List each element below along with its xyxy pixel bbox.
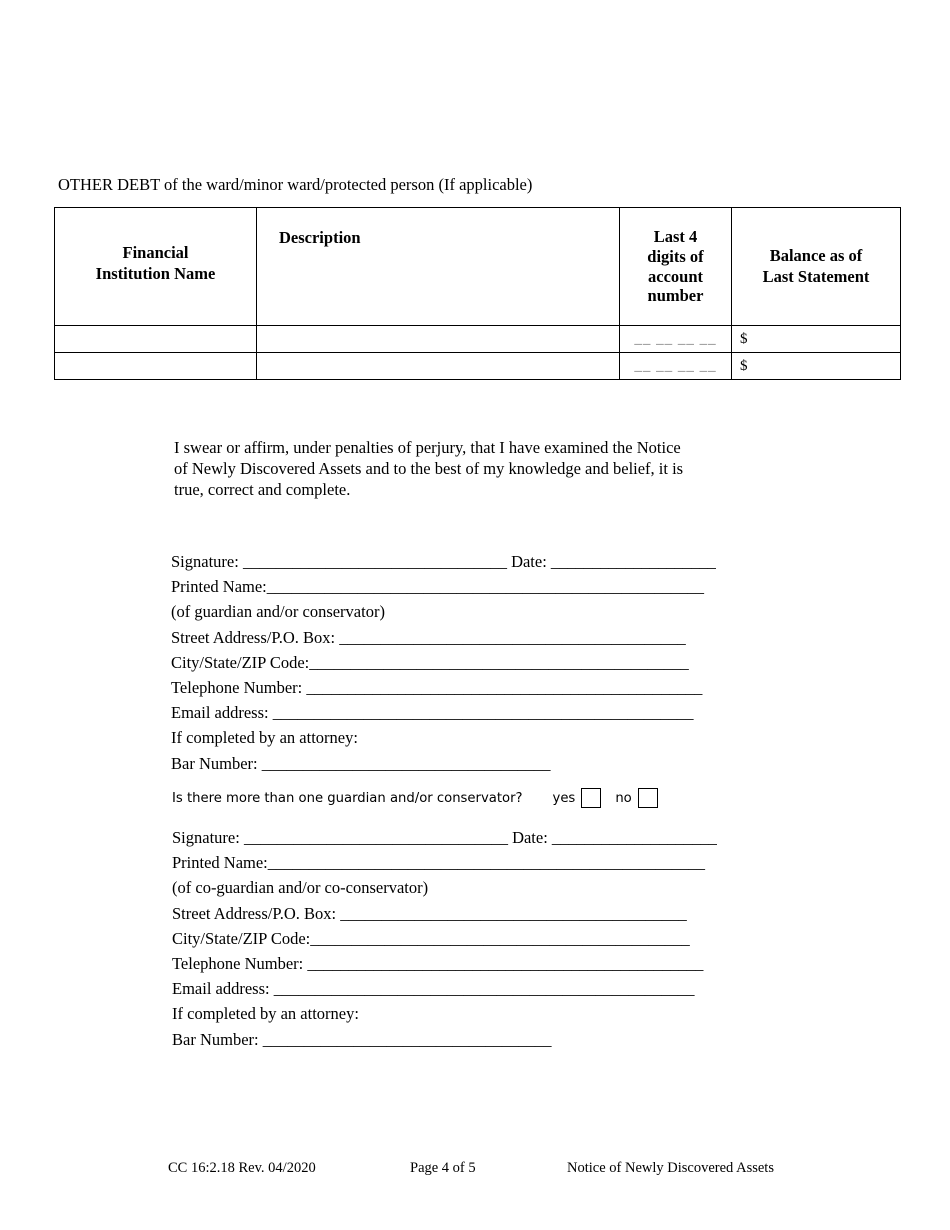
table-header-row bbox=[55, 208, 901, 326]
column-header-balance: Balance as of Last Statement bbox=[732, 208, 901, 326]
role-label: (of guardian and/or conservator) bbox=[171, 602, 385, 622]
signer-2-block bbox=[172, 825, 792, 1052]
yes-label: yes bbox=[552, 790, 576, 806]
description-cell[interactable] bbox=[257, 353, 620, 380]
table-row bbox=[55, 353, 901, 380]
city-state-zip-field[interactable]: City/State/ZIP Code:______________________________________________ bbox=[172, 928, 690, 948]
signature-date-field[interactable]: Signature: ________________________________ Date: ____________________ bbox=[171, 552, 716, 571]
column-header-institution: Financial Institution Name bbox=[55, 208, 257, 326]
email-field[interactable]: Email address: ___________________________________________________ bbox=[172, 979, 695, 999]
column-header-description: Description bbox=[257, 208, 620, 326]
street-address-field[interactable]: Street Address/P.O. Box: __________________________________________ bbox=[172, 903, 687, 923]
account-digits-cell[interactable]: __ __ __ __ bbox=[620, 326, 732, 353]
signer-1-block bbox=[171, 549, 791, 776]
other-debt-heading: OTHER DEBT of the ward/minor ward/protected person (If applicable) bbox=[58, 175, 533, 194]
affirmation-statement: I swear or affirm, under penalties of perjury, that I have examined the Notice of Newly Discovered Assets and to the best of my knowledge and belief, it is true, correct and complete. bbox=[174, 438, 684, 499]
multiple-guardian-question bbox=[172, 788, 658, 808]
city-state-zip-field[interactable]: City/State/ZIP Code:______________________________________________ bbox=[171, 652, 689, 672]
footer-document-title: Notice of Newly Discovered Assets bbox=[567, 1160, 774, 1176]
footer-form-id: CC 16:2.18 Rev. 04/2020 bbox=[168, 1160, 316, 1176]
bar-number-field[interactable]: Bar Number: ___________________________________ bbox=[171, 753, 551, 773]
attorney-label: If completed by an attorney: bbox=[172, 1004, 359, 1024]
description-cell[interactable] bbox=[257, 326, 620, 353]
account-digits-cell[interactable]: __ __ __ __ bbox=[620, 353, 732, 380]
balance-cell[interactable]: $ bbox=[732, 353, 901, 380]
bar-number-field[interactable]: Bar Number: ___________________________________ bbox=[172, 1029, 552, 1049]
balance-cell[interactable]: $ bbox=[732, 326, 901, 353]
yes-checkbox[interactable] bbox=[581, 788, 601, 808]
table-row bbox=[55, 326, 901, 353]
role-label: (of co-guardian and/or co-conservator) bbox=[172, 878, 429, 898]
column-header-account-digits: Last 4 digits of account number bbox=[620, 208, 732, 326]
attorney-label: If completed by an attorney: bbox=[171, 728, 358, 748]
institution-cell[interactable] bbox=[55, 326, 257, 353]
telephone-field[interactable]: Telephone Number: ________________________________________________ bbox=[172, 953, 704, 973]
footer-page-number: Page 4 of 5 bbox=[410, 1160, 476, 1176]
printed-name-field[interactable]: Printed Name:_____________________________________________________ bbox=[172, 853, 706, 873]
printed-name-field[interactable]: Printed Name:_____________________________________________________ bbox=[171, 577, 705, 597]
no-label: no bbox=[615, 790, 632, 806]
yes-option bbox=[553, 788, 602, 808]
signature-date-field[interactable]: Signature: ________________________________ Date: ____________________ bbox=[172, 828, 717, 847]
institution-cell[interactable] bbox=[55, 353, 257, 380]
telephone-field[interactable]: Telephone Number: ________________________________________________ bbox=[171, 677, 703, 697]
other-debt-table bbox=[54, 207, 901, 380]
street-address-field[interactable]: Street Address/P.O. Box: __________________________________________ bbox=[171, 627, 686, 647]
email-field[interactable]: Email address: ___________________________________________________ bbox=[171, 703, 694, 723]
no-option bbox=[615, 788, 657, 808]
question-text: Is there more than one guardian and/or conservator? bbox=[172, 790, 523, 806]
no-checkbox[interactable] bbox=[638, 788, 658, 808]
